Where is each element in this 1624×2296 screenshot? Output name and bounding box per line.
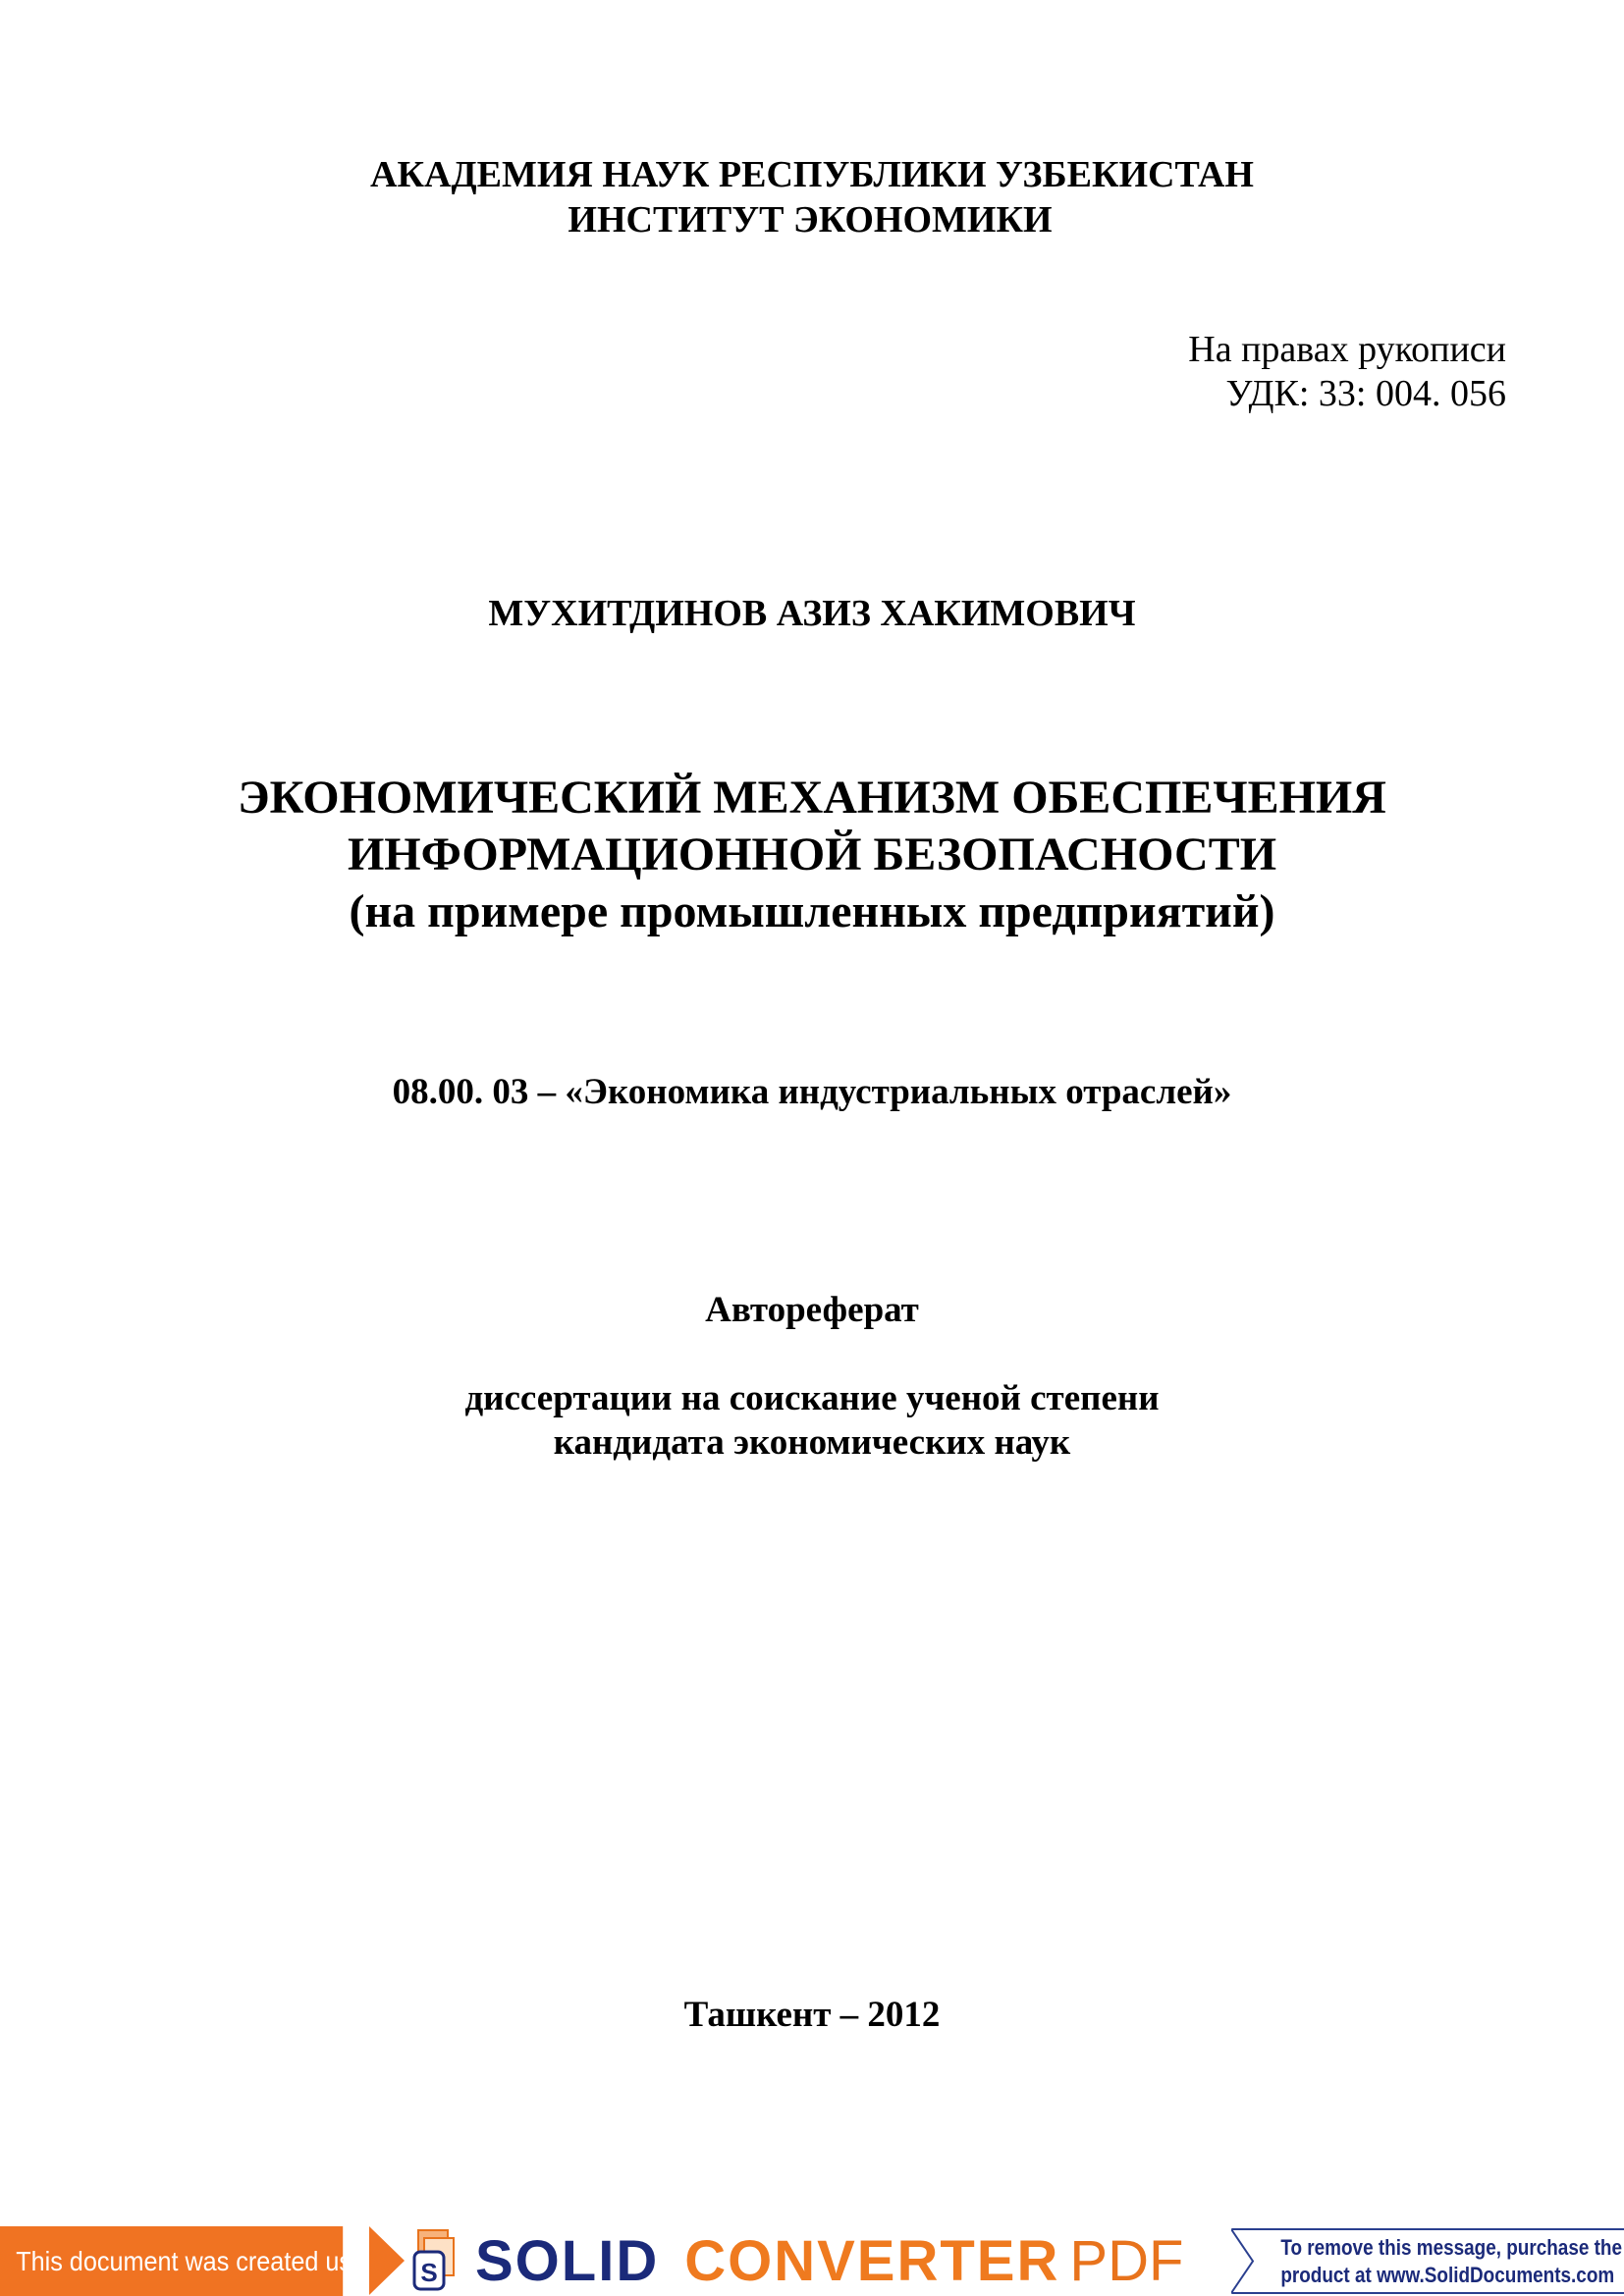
manuscript-rights: На правах рукописи	[1188, 329, 1506, 370]
svg-text:S: S	[420, 2258, 438, 2287]
brand-pdf: PDF	[1069, 2229, 1184, 2293]
brand-converter: CONVERTER	[684, 2229, 1060, 2293]
degree-line-1: диссертации на соискание ученой степени	[464, 1378, 1160, 1418]
organization-line-1: АКАДЕМИЯ НАУК РЕСПУБЛИКИ УЗБЕКИСТАН	[370, 154, 1254, 195]
watermark-brand	[475, 2226, 1183, 2296]
organization-heading	[0, 152, 1624, 242]
watermark-right-line-1: To remove this message, purchase the	[1280, 2235, 1623, 2260]
title-line-2: ИНФОРМАЦИОННОЙ БЕЗОПАСНОСТИ	[347, 828, 1277, 881]
organization-line-2: ИНСТИТУТ ЭКОНОМИКИ	[568, 199, 1053, 240]
watermark-purchase-link[interactable]	[1231, 2228, 1624, 2294]
watermark-left-text: This document was created using	[0, 2226, 343, 2296]
watermark-right-line-2: product at www.SolidDocuments.com	[1280, 2263, 1615, 2287]
watermark-banner	[0, 2226, 1624, 2296]
udc-code: УДК: 33: 004. 056	[1225, 373, 1506, 414]
degree-description	[0, 1376, 1624, 1465]
solid-documents-logo-icon	[412, 2228, 463, 2291]
watermark-arrow	[369, 2226, 405, 2295]
document-type: Автореферат	[705, 1290, 919, 1330]
specialty-code: 08.00. 03 – «Экономика индустриальных отраслей»	[392, 1072, 1232, 1112]
city-year: Ташкент – 2012	[683, 1995, 941, 2035]
title-line-3: (на примере промышленных предприятий)	[349, 885, 1275, 937]
brand-solid: SOLID	[475, 2229, 660, 2293]
degree-line-2: кандидата экономических наук	[553, 1422, 1071, 1463]
title-line-1: ЭКОНОМИЧЕСКИЙ МЕХАНИЗМ ОБЕСПЕЧЕНИЯ	[238, 772, 1386, 824]
dissertation-title	[0, 770, 1624, 940]
manuscript-block	[1188, 328, 1506, 416]
watermark-right-notch	[1231, 2228, 1255, 2294]
author-name: МУХИТДИНОВ АЗИЗ ХАКИМОВИЧ	[488, 593, 1136, 634]
